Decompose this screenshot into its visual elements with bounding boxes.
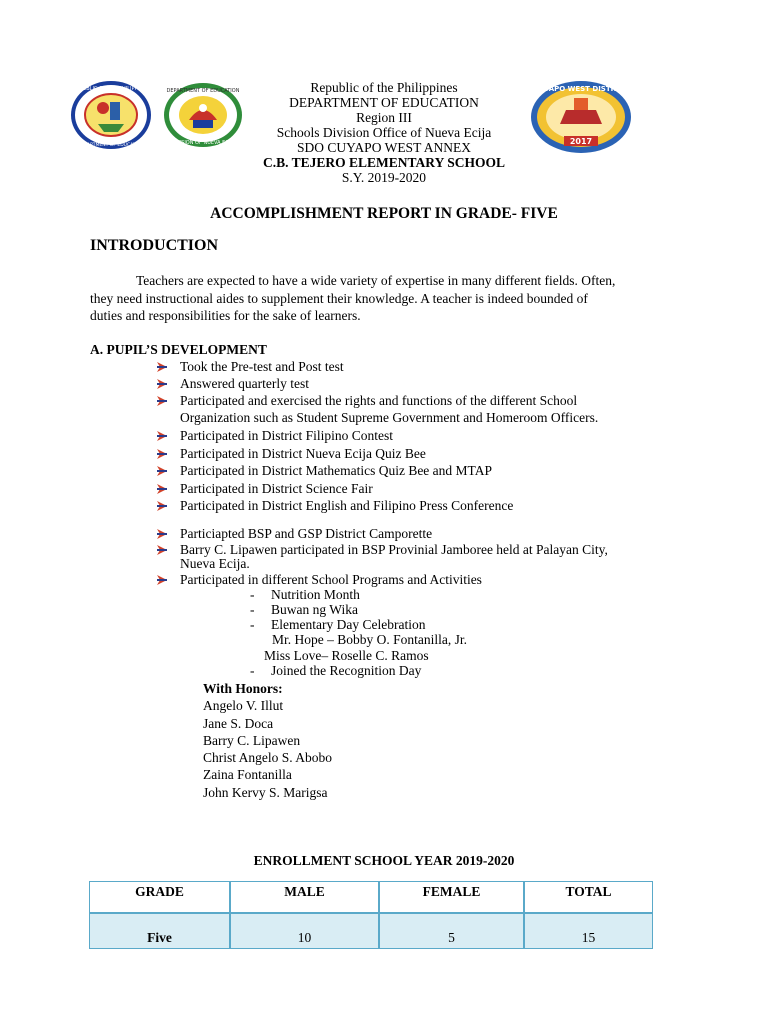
bullet-text: Organization such as Student Supreme Government and Homeroom Officers. [180, 410, 599, 425]
arrow-bullet-icon [156, 430, 168, 442]
cell-female: 5 [379, 913, 524, 949]
header-annex: SDO CUYAPO WEST ANNEX [297, 140, 471, 155]
bullet-text: Barry C. Lipawen participated in BSP Provinial Jamboree held at Palayan City, [180, 542, 608, 557]
intro-heading: INTRODUCTION [90, 237, 219, 254]
table-row [89, 913, 653, 949]
honor-name: Zaina Fontanilla [203, 767, 292, 782]
sub-item: Buwan ng Wika [271, 602, 358, 617]
enrollment-title: ENROLLMENT SCHOOL YEAR 2019-2020 [253, 853, 515, 868]
cell-grade: Five [89, 913, 230, 949]
arrow-bullet-icon [156, 574, 168, 586]
sub-item-detail: Mr. Hope – Bobby O. Fontanilla, Jr. [272, 632, 467, 647]
bullet-text: Participated in District Science Fair [180, 481, 373, 496]
header-female: FEMALE [379, 881, 524, 913]
sub-item: Nutrition Month [271, 587, 360, 602]
sub-item: Elementary Day Celebration [271, 617, 426, 632]
honor-name: John Kervy S. Marigsa [203, 785, 328, 800]
header-male: MALE [230, 881, 379, 913]
arrow-bullet-icon [156, 395, 168, 407]
honor-name: Angelo V. Illut [203, 698, 284, 713]
report-title: ACCOMPLISHMENT REPORT IN GRADE- FIVE [210, 205, 558, 222]
bullet-text: Nueva Ecija. [180, 556, 250, 571]
honor-name: Jane S. Doca [203, 716, 274, 731]
bullet-text: Participated in District Mathematics Quiz Bee and MTAP [180, 463, 492, 478]
bullet-text: Participated in District Nueva Ecija Quiz Bee [180, 446, 426, 461]
cell-total: 15 [524, 913, 653, 949]
section-a-heading: A. PUPIL’S DEVELOPMENT [90, 342, 267, 357]
arrow-bullet-icon [156, 465, 168, 477]
bullet-text: Took the Pre-test and Post test [180, 359, 344, 374]
arrow-bullet-icon [156, 544, 168, 556]
honors-heading: With Honors: [203, 681, 283, 696]
bullet-text: Answered quarterly test [180, 376, 309, 391]
arrow-bullet-icon [156, 448, 168, 460]
header-department: DEPARTMENT OF EDUCATION [289, 95, 479, 110]
intro-line-2: they need instructional aides to supplement their knowledge. A teacher is indeed bounded of [90, 291, 588, 306]
cell-male: 10 [230, 913, 379, 949]
arrow-bullet-icon [156, 528, 168, 540]
bullet-text: Participated in District Filipino Contest [180, 428, 393, 443]
arrow-bullet-icon [156, 500, 168, 512]
honor-name: Barry C. Lipawen [203, 733, 301, 748]
arrow-bullet-icon [156, 361, 168, 373]
sub-item-dash: - [250, 617, 255, 632]
svg-text:2017: 2017 [569, 137, 593, 146]
bullet-text: Participated in District English and Filipino Press Conference [180, 498, 514, 513]
svg-text:CUYAPO WEST DISTRICT: CUYAPO WEST DISTRICT [533, 85, 629, 93]
header-republic: Republic of the Philippines [310, 80, 458, 95]
sub-item: Joined the Recognition Day [271, 663, 422, 678]
arrow-bullet-icon [156, 483, 168, 495]
header-division: Schools Division Office of Nueva Ecija [276, 125, 492, 140]
bullet-text: Participated in different School Programs and Activities [180, 572, 482, 587]
header-school: C.B. TEJERO ELEMENTARY SCHOOL [263, 155, 505, 170]
sub-item-dash: - [250, 602, 255, 617]
intro-line-1: Teachers are expected to have a wide variety of expertise in many different fields. Often, [136, 273, 616, 288]
svg-text:DIVISION OF NUEVA ECIJA: DIVISION OF NUEVA ECIJA [170, 140, 236, 146]
svg-text:REPUBLIC OF THE PHILIPPINES: REPUBLIC OF THE PHILIPPINES [72, 86, 150, 92]
svg-text:DEPARTMENT OF EDUCATION: DEPARTMENT OF EDUCATION [166, 88, 240, 94]
header-school-year: S.Y. 2019-2020 [341, 170, 427, 185]
sub-item-detail: Miss Love– Roselle C. Ramos [264, 648, 429, 663]
bullet-text: Particiapted BSP and GSP District Camporette [180, 526, 433, 541]
sub-item-dash: - [250, 663, 255, 678]
header-grade: GRADE [89, 881, 230, 913]
header-total: TOTAL [524, 881, 653, 913]
honor-name: Christ Angelo S. Abobo [203, 750, 333, 765]
arrow-bullet-icon [156, 378, 168, 390]
header-region: Region III [356, 110, 412, 125]
bullet-text: Participated and exercised the rights and functions of the different School [180, 393, 578, 408]
enrollment-table [89, 881, 653, 949]
sub-item-dash: - [250, 587, 255, 602]
table-header-row [89, 881, 653, 913]
svg-text:DEPARTMENT OF EDUCATION: DEPARTMENT OF EDUCATION [78, 143, 144, 148]
intro-line-3: duties and responsibilities for the sake of learners. [90, 308, 361, 323]
